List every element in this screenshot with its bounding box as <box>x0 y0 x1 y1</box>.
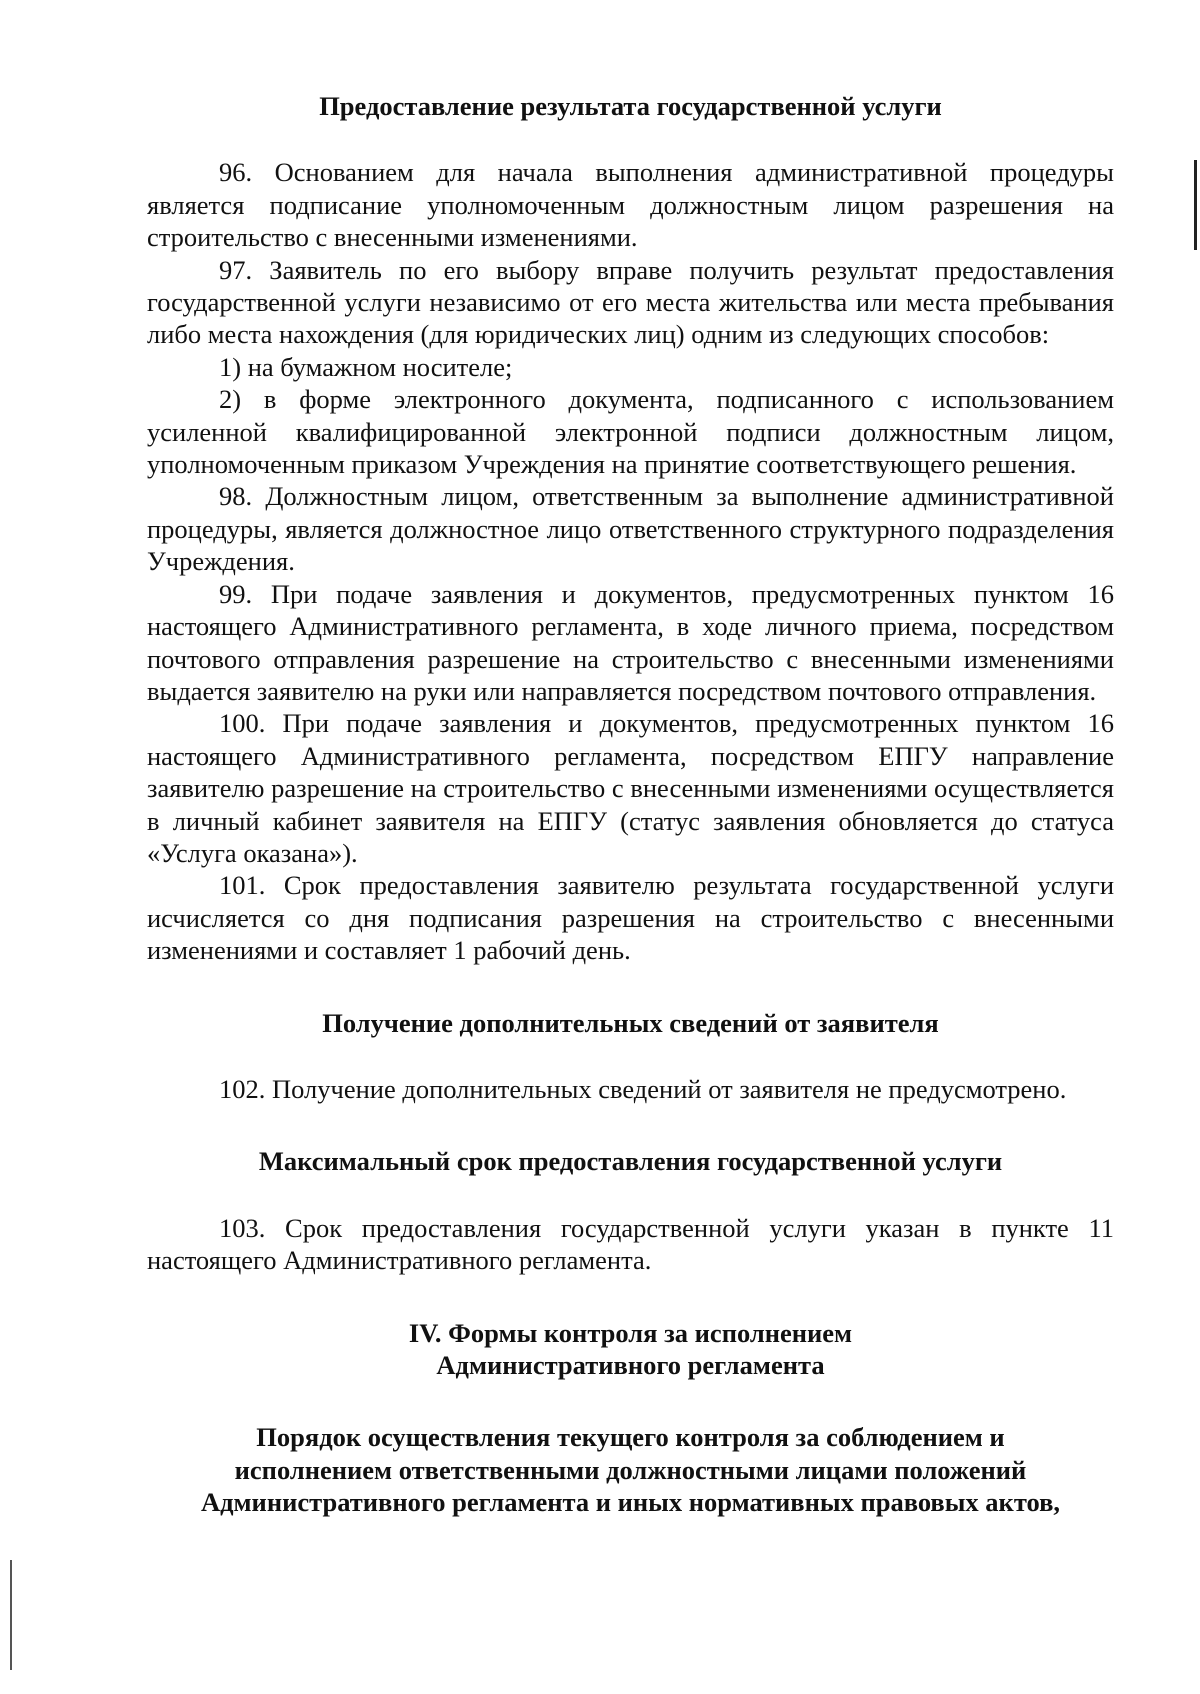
section-heading-result: Предоставление результата государственной услуги <box>319 91 942 121</box>
paragraph-97: 97. Заявитель по его выбору вправе получить результат предоставления государственной услуги независимо от его места жительства или места пребывания либо места нахождения (для юридических лиц) одним из следующих способов: <box>147 254 1114 350</box>
chapter-heading-line-1: IV. Формы контроля за исполнением <box>408 1317 853 1348</box>
scan-edge-mark-right <box>1194 160 1197 250</box>
paragraph-101: 101. Срок предоставления заявителю результата государственной услуги исчисляется со дня подписания разрешения на строительство с внесенными изменениями и составляет 1 рабочий день. <box>147 870 1114 966</box>
control-procedure-heading-line-2: исполнением ответственными должностными лицами положений <box>234 1454 1027 1485</box>
list-item-1: 1) на бумажном носителе; <box>219 351 513 382</box>
document-page <box>147 90 1114 1519</box>
paragraph-100: 100. При подаче заявления и документов, предусмотренных пунктом 16 настоящего Административного регламента, посредством ЕПГУ направление заявителю разрешение на строительство с внесенными изменениями осуществляется в личный кабинет заявителя на ЕПГУ (статус заявления обновляется до статуса «Услуга оказана»). <box>147 708 1114 868</box>
paragraph-98: 98. Должностным лицом, ответственным за выполнение административной процедуры, является должностное лицо ответственного структурного подразделения Учреждения. <box>147 481 1114 577</box>
control-procedure-heading <box>147 1421 1114 1518</box>
paragraph-96: 96. Основанием для начала выполнения административной процедуры является подписание уполномоченным должностным лицом разрешения на строительство с внесенными изменениями. <box>147 157 1114 253</box>
chapter-heading-line-2: Административного регламента <box>436 1350 825 1380</box>
paragraph-103: 103. Срок предоставления государственной услуги указан в пункте 11 настоящего Административного регламента. <box>147 1212 1114 1276</box>
chapter-heading <box>147 1317 1114 1382</box>
control-procedure-heading-line-3: Административного регламента и иных нормативных правовых актов, <box>200 1487 1061 1518</box>
scan-edge-mark-left <box>10 1560 12 1670</box>
control-procedure-heading-line-1: Порядок осуществления текущего контроля за соблюдением и <box>256 1422 1005 1453</box>
list-item-2: 2) в форме электронного документа, подписанного с использованием усиленной квалифицированной электронной подписи должностным лицом, уполномоченным приказом Учреждения на принятие соответствующего решения. <box>147 384 1114 480</box>
paragraph-102: 102. Получение дополнительных сведений от заявителя не предусмотрено. <box>219 1073 1067 1104</box>
section-heading-additional-info: Получение дополнительных сведений от заявителя <box>322 1007 939 1038</box>
paragraph-99: 99. При подаче заявления и документов, предусмотренных пунктом 16 настоящего Административного регламента, в ходе личного приема, посредством почтового отправления разрешение на строительство с внесенными изменениями выдается заявителю на руки или направляется посредством почтового отправления. <box>147 578 1114 706</box>
section-heading-max-term: Максимальный срок предоставления государственной услуги <box>258 1146 1003 1177</box>
